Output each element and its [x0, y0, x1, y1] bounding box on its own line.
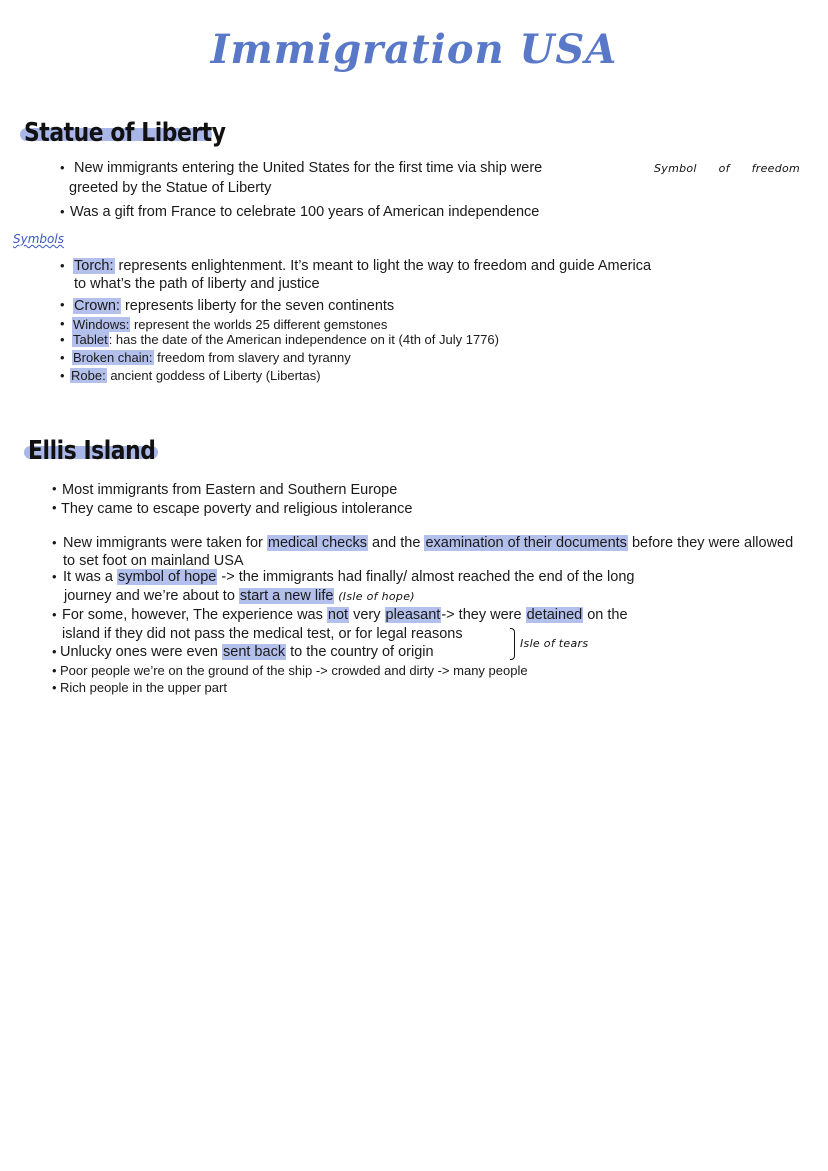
note-isle-of-hope: (Isle of hope): [334, 590, 415, 603]
statue-bullet-1-line-2: greeted by the Statue of Liberty: [69, 180, 272, 196]
text-run: -> they were: [441, 607, 526, 623]
bullet: •: [60, 332, 65, 347]
ellis-bullet-2: They came to escape poverty and religious intolerance: [61, 501, 413, 517]
symbol-windows: [72, 317, 387, 333]
text-run: on the: [583, 607, 628, 623]
bullet: •: [60, 297, 65, 312]
section-heading-statue: Statue of Liberty: [24, 118, 226, 148]
symbol-term-crown: Crown:: [74, 298, 120, 314]
ellis-bullet-1: Most immigrants from Eastern and Southern Europe: [62, 482, 398, 498]
symbol-crown: [73, 297, 394, 315]
ellis-bullet-4-line-2: [64, 587, 415, 606]
bullet: •: [60, 368, 65, 383]
text-run: and the: [368, 535, 425, 551]
symbol-term-broken-chain: Broken chain:: [73, 350, 153, 365]
text-run: very: [349, 607, 385, 623]
bullet: •: [60, 316, 65, 331]
bullet: •: [52, 644, 57, 659]
text-run: It was a: [63, 569, 117, 585]
symbol-term-torch: Torch:: [74, 258, 114, 274]
highlight-sent-back: sent back: [223, 644, 286, 660]
symbol-desc-broken-chain: freedom from slavery and tyranny: [153, 350, 351, 365]
text-run: For some, however, The experience was: [62, 607, 327, 623]
highlight-symbol-of-hope: symbol of hope: [118, 569, 217, 585]
highlight-start-new-life: start a new life: [239, 588, 334, 604]
symbol-broken-chain: [72, 350, 351, 366]
highlight-medical-checks: medical checks: [267, 535, 367, 551]
highlight-examination-documents: examination of their documents: [425, 535, 627, 551]
symbol-term-tablet: Tablet: [73, 332, 108, 347]
bullet: •: [60, 160, 65, 175]
highlight-pleasant: pleasant: [385, 607, 441, 623]
bullet: •: [60, 350, 65, 365]
ellis-bullet-8: Rich people in the upper part: [60, 680, 227, 695]
note-isle-of-tears: Isle of tears: [520, 637, 589, 650]
ellis-bullet-3-line-1: [63, 534, 793, 552]
symbol-desc-crown: represents liberty for the seven continents: [120, 298, 395, 314]
ellis-bullet-5-line-2: island if they did not pass the medical test, or for legal reasons: [62, 626, 463, 642]
statue-bullet-2: Was a gift from France to celebrate 100 years of American independence: [70, 204, 540, 220]
bullet: •: [52, 569, 57, 584]
ellis-bullet-3-line-2: to set foot on mainland USA: [63, 553, 244, 569]
text-run: before they were allowed: [627, 535, 794, 551]
brace-isle-of-tears: [510, 628, 515, 660]
symbols-label: Symbols: [13, 232, 64, 246]
highlight-detained: detained: [526, 607, 583, 623]
bullet: •: [52, 535, 57, 550]
symbol-desc-torch: represents enlightenment. It’s meant to light the way to freedom and guide America: [114, 258, 652, 274]
ellis-bullet-4-line-1: [63, 568, 634, 586]
ellis-bullet-7: Poor people we’re on the ground of the ship -> crowded and dirty -> many people: [60, 663, 528, 678]
bullet: •: [52, 500, 57, 515]
page-title: Immigration USA: [210, 26, 618, 73]
bullet: •: [52, 680, 57, 695]
text-run: Unlucky ones were even: [60, 644, 222, 660]
highlight-not: not: [327, 607, 349, 623]
text-run: to the country of origin: [286, 644, 434, 660]
bullet: •: [52, 481, 57, 496]
statue-bullet-1-line-1: New immigrants entering the United States for the first time via ship were: [74, 160, 543, 176]
symbol-term-robe: Robe:: [71, 368, 106, 383]
bullet: •: [52, 663, 57, 678]
bullet: •: [60, 258, 65, 273]
text-run: journey and we’re about to: [64, 588, 239, 604]
symbol-desc-tablet: : has the date of the American independence on it (4th of July 1776): [108, 332, 499, 347]
symbol-desc-windows: represent the worlds 25 different gemstones: [130, 317, 388, 332]
symbol-torch-line-1: [73, 257, 651, 275]
symbol-torch-line-2: to what’s the path of liberty and justice: [74, 276, 320, 292]
section-heading-ellis: Ellis Island: [28, 436, 156, 466]
bullet: •: [60, 204, 65, 219]
text-run: New immigrants were taken for: [63, 535, 267, 551]
ellis-bullet-6: [60, 643, 434, 661]
ellis-bullet-5-line-1: [62, 606, 628, 624]
symbol-term-windows: Windows:: [73, 317, 130, 332]
symbol-robe: [70, 368, 321, 384]
side-note-symbol-of-freedom: Symbol of freedom: [654, 162, 801, 175]
symbol-tablet: [72, 332, 499, 348]
text-run: -> the immigrants had finally/ almost reached the end of the long: [217, 569, 635, 585]
bullet: •: [52, 607, 57, 622]
symbol-desc-robe: ancient goddess of Liberty (Libertas): [106, 368, 321, 383]
